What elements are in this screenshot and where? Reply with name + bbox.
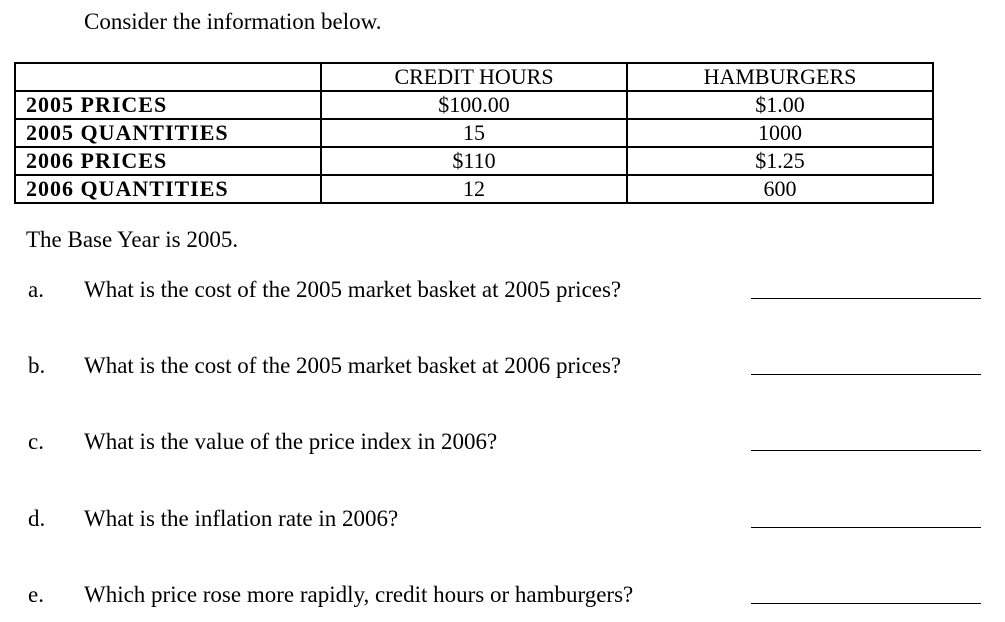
answer-blank[interactable] — [751, 298, 981, 299]
price-quantity-table — [14, 62, 934, 204]
answer-blank[interactable] — [751, 527, 981, 528]
hamburgers-cell: $1.00 — [627, 91, 933, 119]
hamburgers-cell: $1.25 — [627, 147, 933, 175]
table-row — [15, 119, 933, 147]
answer-blank[interactable] — [751, 450, 981, 451]
question-letter: c. — [28, 429, 44, 454]
question-text: What is the value of the price index in 2006? — [84, 429, 498, 454]
answer-blank[interactable] — [751, 603, 981, 604]
credit-hours-cell: $110 — [321, 147, 627, 175]
hamburgers-cell: 600 — [627, 175, 933, 203]
header-hamburgers: HAMBURGERS — [627, 63, 933, 91]
hamburgers-cell: 1000 — [627, 119, 933, 147]
question-letter: a. — [28, 277, 44, 302]
question-letter: b. — [28, 353, 46, 378]
table-row — [15, 175, 933, 203]
row-label: 2005 QUANTITIES — [15, 119, 321, 147]
table-row — [15, 91, 933, 119]
question-a — [0, 276, 1005, 306]
table-row — [15, 147, 933, 175]
question-e — [0, 581, 1005, 611]
question-text: What is the cost of the 2005 market basket at 2005 prices? — [84, 277, 622, 302]
question-letter: d. — [28, 506, 46, 531]
header-credit-hours: CREDIT HOURS — [321, 63, 627, 91]
row-label: 2006 PRICES — [15, 147, 321, 175]
question-b — [0, 352, 1005, 382]
intro-text: Consider the information below. — [84, 9, 382, 34]
base-year-text: The Base Year is 2005. — [26, 227, 239, 252]
answer-blank[interactable] — [751, 374, 981, 375]
question-d — [0, 505, 1005, 535]
row-label: 2005 PRICES — [15, 91, 321, 119]
credit-hours-cell: 12 — [321, 175, 627, 203]
question-c — [0, 428, 1005, 458]
row-label: 2006 QUANTITIES — [15, 175, 321, 203]
table-header-row — [15, 63, 933, 91]
question-letter: e. — [28, 582, 44, 607]
question-text: What is the cost of the 2005 market basket at 2006 prices? — [84, 353, 622, 378]
header-cell-empty — [15, 63, 321, 91]
credit-hours-cell: $100.00 — [321, 91, 627, 119]
credit-hours-cell: 15 — [321, 119, 627, 147]
question-text: What is the inflation rate in 2006? — [84, 506, 399, 531]
question-text: Which price rose more rapidly, credit hours or hamburgers? — [84, 582, 634, 607]
